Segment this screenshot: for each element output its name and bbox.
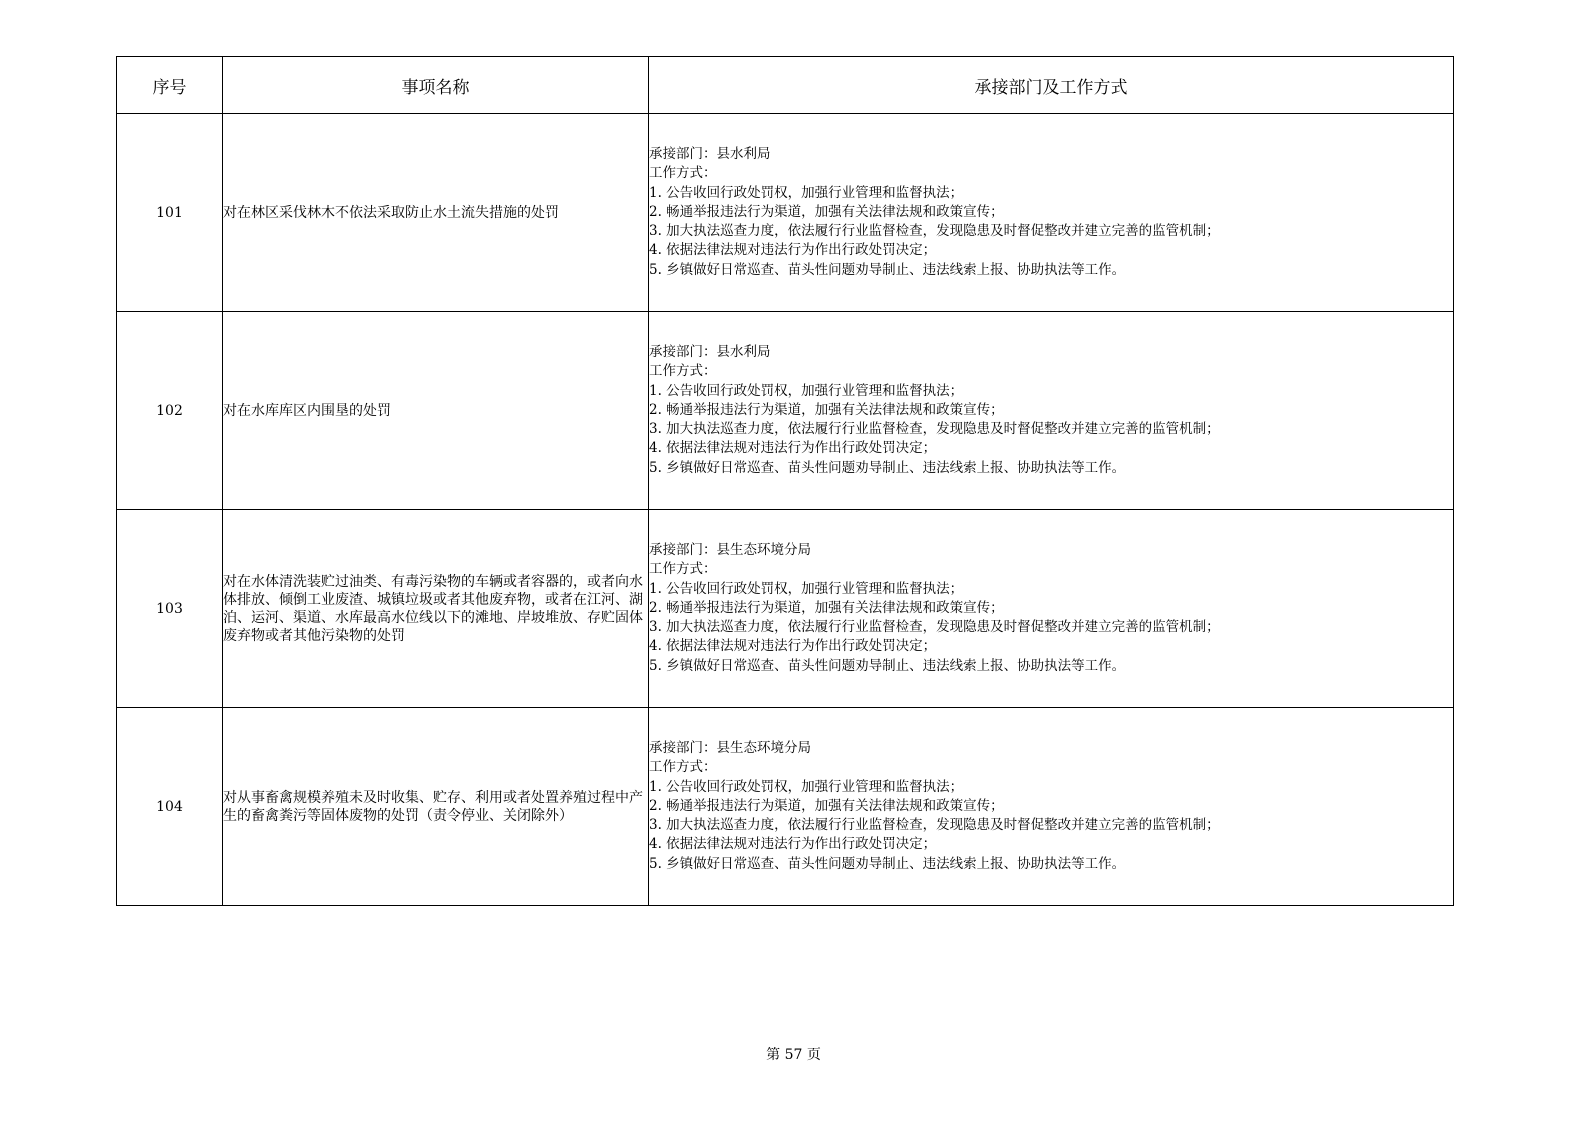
row-number: 101 [117,114,223,312]
items-table [116,56,1454,906]
item-name: 对在水库库区内围垦的处罚 [223,312,649,510]
row-number: 103 [117,510,223,708]
dept-method-cell [649,708,1454,906]
dept-method-cell [649,312,1454,510]
dept-line: 承接部门：县水利局 [649,145,771,162]
method-item: 3. 加大执法巡查力度，依法履行行业监督检查，发现隐患及时督促整改并建立完善的监管机制； [649,817,1220,834]
page-number: 第 57 页 [766,1047,821,1063]
dept-line: 承接部门：县生态环境分局 [649,541,811,558]
method-heading: 工作方式： [649,363,717,380]
dept-method-cell [649,114,1454,312]
method-item: 4. 依据法律法规对违法行为作出行政处罚决定； [649,242,937,259]
item-name: 对在水体清洗装贮过油类、有毒污染物的车辆或者容器的，或者向水体排放、倾倒工业废渣、城镇垃圾或者其他废弃物，或者在江河、湖泊、运河、渠道、水库最高水位线以下的滩地、岸坡堆放、存贮固体废弃物或者其他污染物的处罚 [223,510,649,708]
table-row [117,114,1454,312]
method-item: 1. 公告收回行政处罚权，加强行业管理和监督执法； [649,778,964,795]
method-item: 5. 乡镇做好日常巡查、苗头性问题劝导制止、违法线索上报、协助执法等工作。 [649,459,1126,476]
method-item: 3. 加大执法巡查力度，依法履行行业监督检查，发现隐患及时督促整改并建立完善的监管机制； [649,421,1220,438]
method-item: 1. 公告收回行政处罚权，加强行业管理和监督执法； [649,184,964,201]
method-item: 4. 依据法律法规对违法行为作出行政处罚决定； [649,836,937,853]
method-item: 3. 加大执法巡查力度，依法履行行业监督检查，发现隐患及时督促整改并建立完善的监管机制； [649,619,1220,636]
method-item: 5. 乡镇做好日常巡查、苗头性问题劝导制止、违法线索上报、协助执法等工作。 [649,657,1126,674]
method-item: 3. 加大执法巡查力度，依法履行行业监督检查，发现隐患及时督促整改并建立完善的监管机制； [649,223,1220,240]
method-item: 4. 依据法律法规对违法行为作出行政处罚决定； [649,638,937,655]
header-item-name: 事项名称 [223,57,649,114]
method-item: 5. 乡镇做好日常巡查、苗头性问题劝导制止、违法线索上报、协助执法等工作。 [649,855,1126,872]
method-item: 1. 公告收回行政处罚权，加强行业管理和监督执法； [649,580,964,597]
row-number: 102 [117,312,223,510]
method-item: 2. 畅通举报违法行为渠道，加强有关法律法规和政策宣传； [649,797,1004,814]
header-seq: 序号 [117,57,223,114]
dept-line: 承接部门：县水利局 [649,343,771,360]
method-item: 2. 畅通举报违法行为渠道，加强有关法律法规和政策宣传； [649,401,1004,418]
method-item: 1. 公告收回行政处罚权，加强行业管理和监督执法； [649,382,964,399]
method-item: 5. 乡镇做好日常巡查、苗头性问题劝导制止、违法线索上报、协助执法等工作。 [649,261,1126,278]
item-name: 对从事畜禽规模养殖未及时收集、贮存、利用或者处置养殖过程中产生的畜禽粪污等固体废物的处罚（责令停业、关闭除外） [223,708,649,906]
dept-line: 承接部门：县生态环境分局 [649,739,811,756]
method-heading: 工作方式： [649,561,717,578]
item-name: 对在林区采伐林木不依法采取防止水土流失措施的处罚 [223,114,649,312]
method-heading: 工作方式： [649,759,717,776]
method-heading: 工作方式： [649,165,717,182]
table-row [117,312,1454,510]
method-item: 4. 依据法律法规对违法行为作出行政处罚决定； [649,440,937,457]
method-item: 2. 畅通举报违法行为渠道，加强有关法律法规和政策宣传； [649,203,1004,220]
method-item: 2. 畅通举报违法行为渠道，加强有关法律法规和政策宣传； [649,599,1004,616]
table-header-row [117,57,1454,114]
header-dept-method: 承接部门及工作方式 [649,57,1454,114]
row-number: 104 [117,708,223,906]
table-row [117,708,1454,906]
dept-method-cell [649,510,1454,708]
table-row [117,510,1454,708]
